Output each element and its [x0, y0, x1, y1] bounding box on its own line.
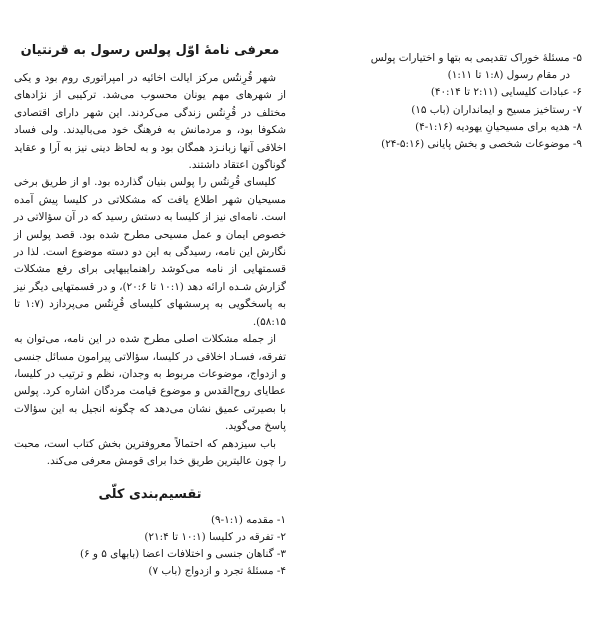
outline-item-9: ۹- موضوعات شخصی و بخش پایانی (۵:۱۶-۲۴)	[381, 138, 582, 151]
intro-paragraph-3: از جمله مشکلات اصلی مطرح شده در این نامه، می‌توان به تفرقه، فسـاد اخلاقی در کلیسا، سؤالاتی پیرامون مسائل جنسی و ازدواج، موضوعات مربوط به وجدان، نظم و ترتیب در کلیسا، عطایای روح‌القدس و موضوع قیامت مردگان اشاره کرد. پولس با بصیرتی عمیق نشان می‌دهد که چگونه انجیل به این سؤالات پاسخ می‌گوید.	[14, 333, 286, 433]
outline-item-2: ۲- تفرقه در کلیسا (۱۰:۱ تا ۲۱:۴)	[144, 531, 286, 544]
intro-paragraph-4: باب سیزدهم که احتمالاً معروفترین بخش کتاب است، محبت را چون عالیترین طریق خدا برای قومش معرفی می‌کند.	[14, 437, 286, 467]
outline-list-part-1	[14, 512, 286, 580]
outline-item-3: ۳- گناهان جنسی و اختلافات اعضا (بابهای ۵ و ۶)	[79, 548, 286, 561]
outline-item-5-label: ۵- مسئلهٔ خوراک تقدیمی به بتها و اختیارات پولس	[370, 52, 582, 64]
intro-paragraph-2: کلیسای قُرِنتُس را پولس بنیان گذارده بود. او از طریق برخی مسیحیان شهر اطلاع یافت که مشکلاتی در کلیسا پیش آمده است. نامه‌ای نیز از کلیسا به دستش رسید که در آن سؤالاتی در خصوص ایمان و عمل مسیحی مطرح شده بود. قصد پولس از نگارش این نامه، رسیدگی به این دو دسته موضوع است. لذا در قسمتهایی از نامه می‌کوشد راهنماییهایی برای رفع مشکلات گزارش شـده ارائه دهد (۱۰:۱ تا ۲۰:۶)، و در قسمتهایی دیگر نیز به پاسخگویی به پرسشهای کلیسای قُرِنتُس می‌پردازد (۱:۷ تا ۵۸:۱۵).	[14, 176, 286, 328]
outline-list-part-2	[316, 50, 582, 153]
outline-item-7: ۷- رستاخیز مسیح و ایمانداران (باب ۱۵)	[411, 103, 582, 116]
intro-title: معرفی نامهٔ اوّل پولس رسول به قرنتیان	[20, 43, 280, 58]
outline-item-5-continuation: در مقام رسول (۱:۸ تا ۱:۱۱)	[447, 69, 570, 82]
outline-column	[316, 50, 582, 153]
intro-paragraph-1: شهر قُرِنتُس مرکز ایالت اخائیه در امپراتوری روم بود و یکی از شهرهای مهم یونان محسوب می‌شد. ترکیبی از نژادهای مختلف در قُرِنتُس زندگی می‌کردند. این شهر دارای اقتصادی شکوفا بود، و مردمانش به فرهنگ خود می‌بالیدند. ولی فساد اخلاقی آنها زبانـزد همگان بود و به لحاظ دینی نیز به آرا و عقاید گوناگون اعتقاد داشتند.	[14, 72, 286, 172]
outline-item-8: ۸- هدیه برای مسیحیانِ یهودیه (۱:۱۶-۴)	[415, 120, 582, 133]
outline-item-5	[316, 50, 582, 84]
outline-item-6: ۶- عبادات کلیسایی (۲:۱۱ تا ۴۰:۱۴)	[430, 86, 582, 99]
intro-column	[14, 42, 286, 580]
outline-title: تقسیم‌بندی کلّی	[98, 487, 202, 503]
outline-item-4: ۴- مسئلهٔ تجرد و ازدواج (باب ۷)	[148, 565, 286, 578]
outline-item-1: ۱- مقدمه (۱:۱-۹)	[210, 514, 286, 527]
